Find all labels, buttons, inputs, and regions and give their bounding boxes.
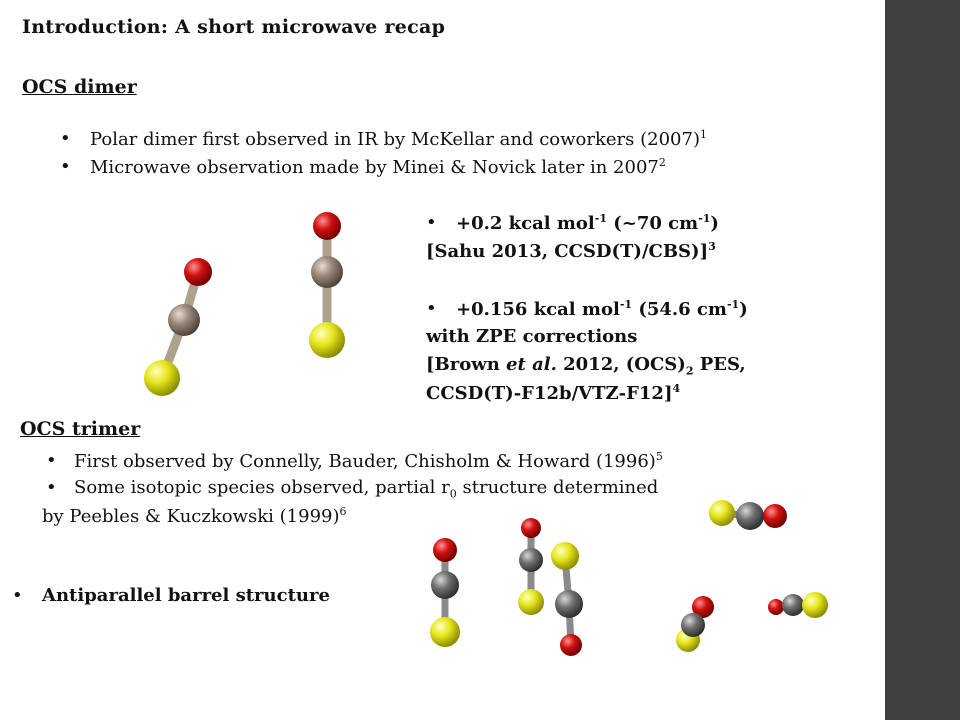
- ocs-molecule-vertical: [309, 212, 345, 358]
- sulfur-atom: [430, 617, 460, 647]
- sulfur-atom: [518, 589, 544, 615]
- trimer-bullet-first-text: First observed by Connelly, Bauder, Chisholm & Howard (1996): [74, 451, 656, 472]
- slide-side-bar: [885, 0, 960, 720]
- dimer-heading: OCS dimer: [22, 76, 137, 98]
- oxygen-atom: [313, 212, 341, 240]
- bullet-marker: •: [46, 450, 57, 471]
- ref-1: 1: [699, 128, 707, 141]
- oxygen-atom: [433, 538, 457, 562]
- bullet-marker: •: [46, 477, 57, 498]
- sulfur-atom: [309, 322, 345, 358]
- sulfur-atom: [709, 500, 735, 526]
- energy1-wavenumber: (~70 cm: [607, 213, 699, 234]
- ocs-dimer-molecule: [144, 212, 345, 396]
- oxygen-atom: [560, 634, 582, 656]
- energy2-exp: -1: [619, 298, 633, 311]
- energy2-citation-pre: [Brown: [426, 354, 507, 375]
- carbon-atom: [519, 548, 543, 572]
- ref-4: 4: [672, 382, 681, 395]
- ocs-trimer-front-view: [768, 592, 828, 618]
- ref-2: 2: [658, 156, 666, 169]
- antiparallel-structure-label: Antiparallel barrel structure: [42, 585, 330, 606]
- energy2-citation-mid: 2012, (OCS): [556, 354, 686, 375]
- ocs-molecule: [430, 538, 460, 647]
- energy2-method: CCSD(T)-F12b/VTZ-F12]: [426, 383, 673, 404]
- trimer-heading: OCS trimer: [20, 418, 141, 440]
- ref-6: 6: [339, 505, 347, 518]
- carbon-atom: [681, 613, 705, 637]
- carbon-atom: [431, 571, 459, 599]
- trimer-citation: by Peebles & Kuczkowski (1999): [42, 506, 340, 527]
- ocs-trimer-top-view: [709, 500, 787, 530]
- r0-subscript: 0: [449, 487, 457, 501]
- ocs-molecule-tilted: [144, 258, 212, 396]
- bullet-marker: •: [60, 156, 71, 177]
- energy2-close: ): [739, 299, 748, 320]
- carbon-atom: [168, 304, 200, 336]
- energy2-exp2: -1: [726, 298, 740, 311]
- ref-3: 3: [708, 240, 716, 253]
- energy2-line2: with ZPE corrections: [426, 326, 638, 347]
- ocs-molecule: [551, 542, 583, 656]
- ocs-trimer-side-view: [430, 518, 583, 656]
- sulfur-atom: [551, 542, 579, 570]
- sulfur-atom: [144, 360, 180, 396]
- carbon-atom: [311, 256, 343, 288]
- energy1-exp2: -1: [698, 212, 711, 225]
- energy2-wavenumber: (54.6 cm: [632, 299, 727, 320]
- trimer-bullet-isotopic-pre: Some isotopic species observed, partial r: [74, 477, 450, 498]
- oxygen-atom: [768, 599, 784, 615]
- dimer-bullet-ir-text: Polar dimer first observed in IR by McKellar and coworkers (2007): [90, 129, 700, 150]
- trimer-bullet-isotopic-post: structure determined: [456, 477, 659, 498]
- oxygen-atom: [521, 518, 541, 538]
- dimer-bullet-mw-text: Microwave observation made by Minei & Novick later in 2007: [90, 157, 659, 178]
- energy2-citation-etal: et al.: [506, 354, 557, 375]
- energy1-exp: -1: [594, 212, 607, 225]
- energy2-value: +0.156 kcal mol: [456, 299, 620, 320]
- bullet-marker: •: [12, 585, 23, 606]
- slide-title: Introduction: A short microwave recap: [22, 16, 446, 38]
- energy2-subscript: 2: [685, 364, 694, 378]
- sulfur-atom: [802, 592, 828, 618]
- carbon-atom: [736, 502, 764, 530]
- carbon-atom: [555, 590, 583, 618]
- oxygen-atom: [763, 504, 787, 528]
- energy1-citation: [Sahu 2013, CCSD(T)/CBS)]: [426, 241, 709, 262]
- ocs-trimer-end-view: [676, 596, 714, 652]
- bullet-marker: •: [426, 298, 437, 319]
- energy1-value: +0.2 kcal mol: [456, 213, 595, 234]
- bullet-marker: •: [60, 128, 71, 149]
- energy1-close: ): [710, 213, 719, 234]
- energy2-citation-post: PES,: [693, 354, 746, 375]
- ref-5: 5: [655, 450, 663, 463]
- bullet-marker: •: [426, 212, 437, 233]
- ocs-molecule: [518, 518, 544, 615]
- oxygen-atom: [184, 258, 212, 286]
- carbon-atom: [782, 594, 804, 616]
